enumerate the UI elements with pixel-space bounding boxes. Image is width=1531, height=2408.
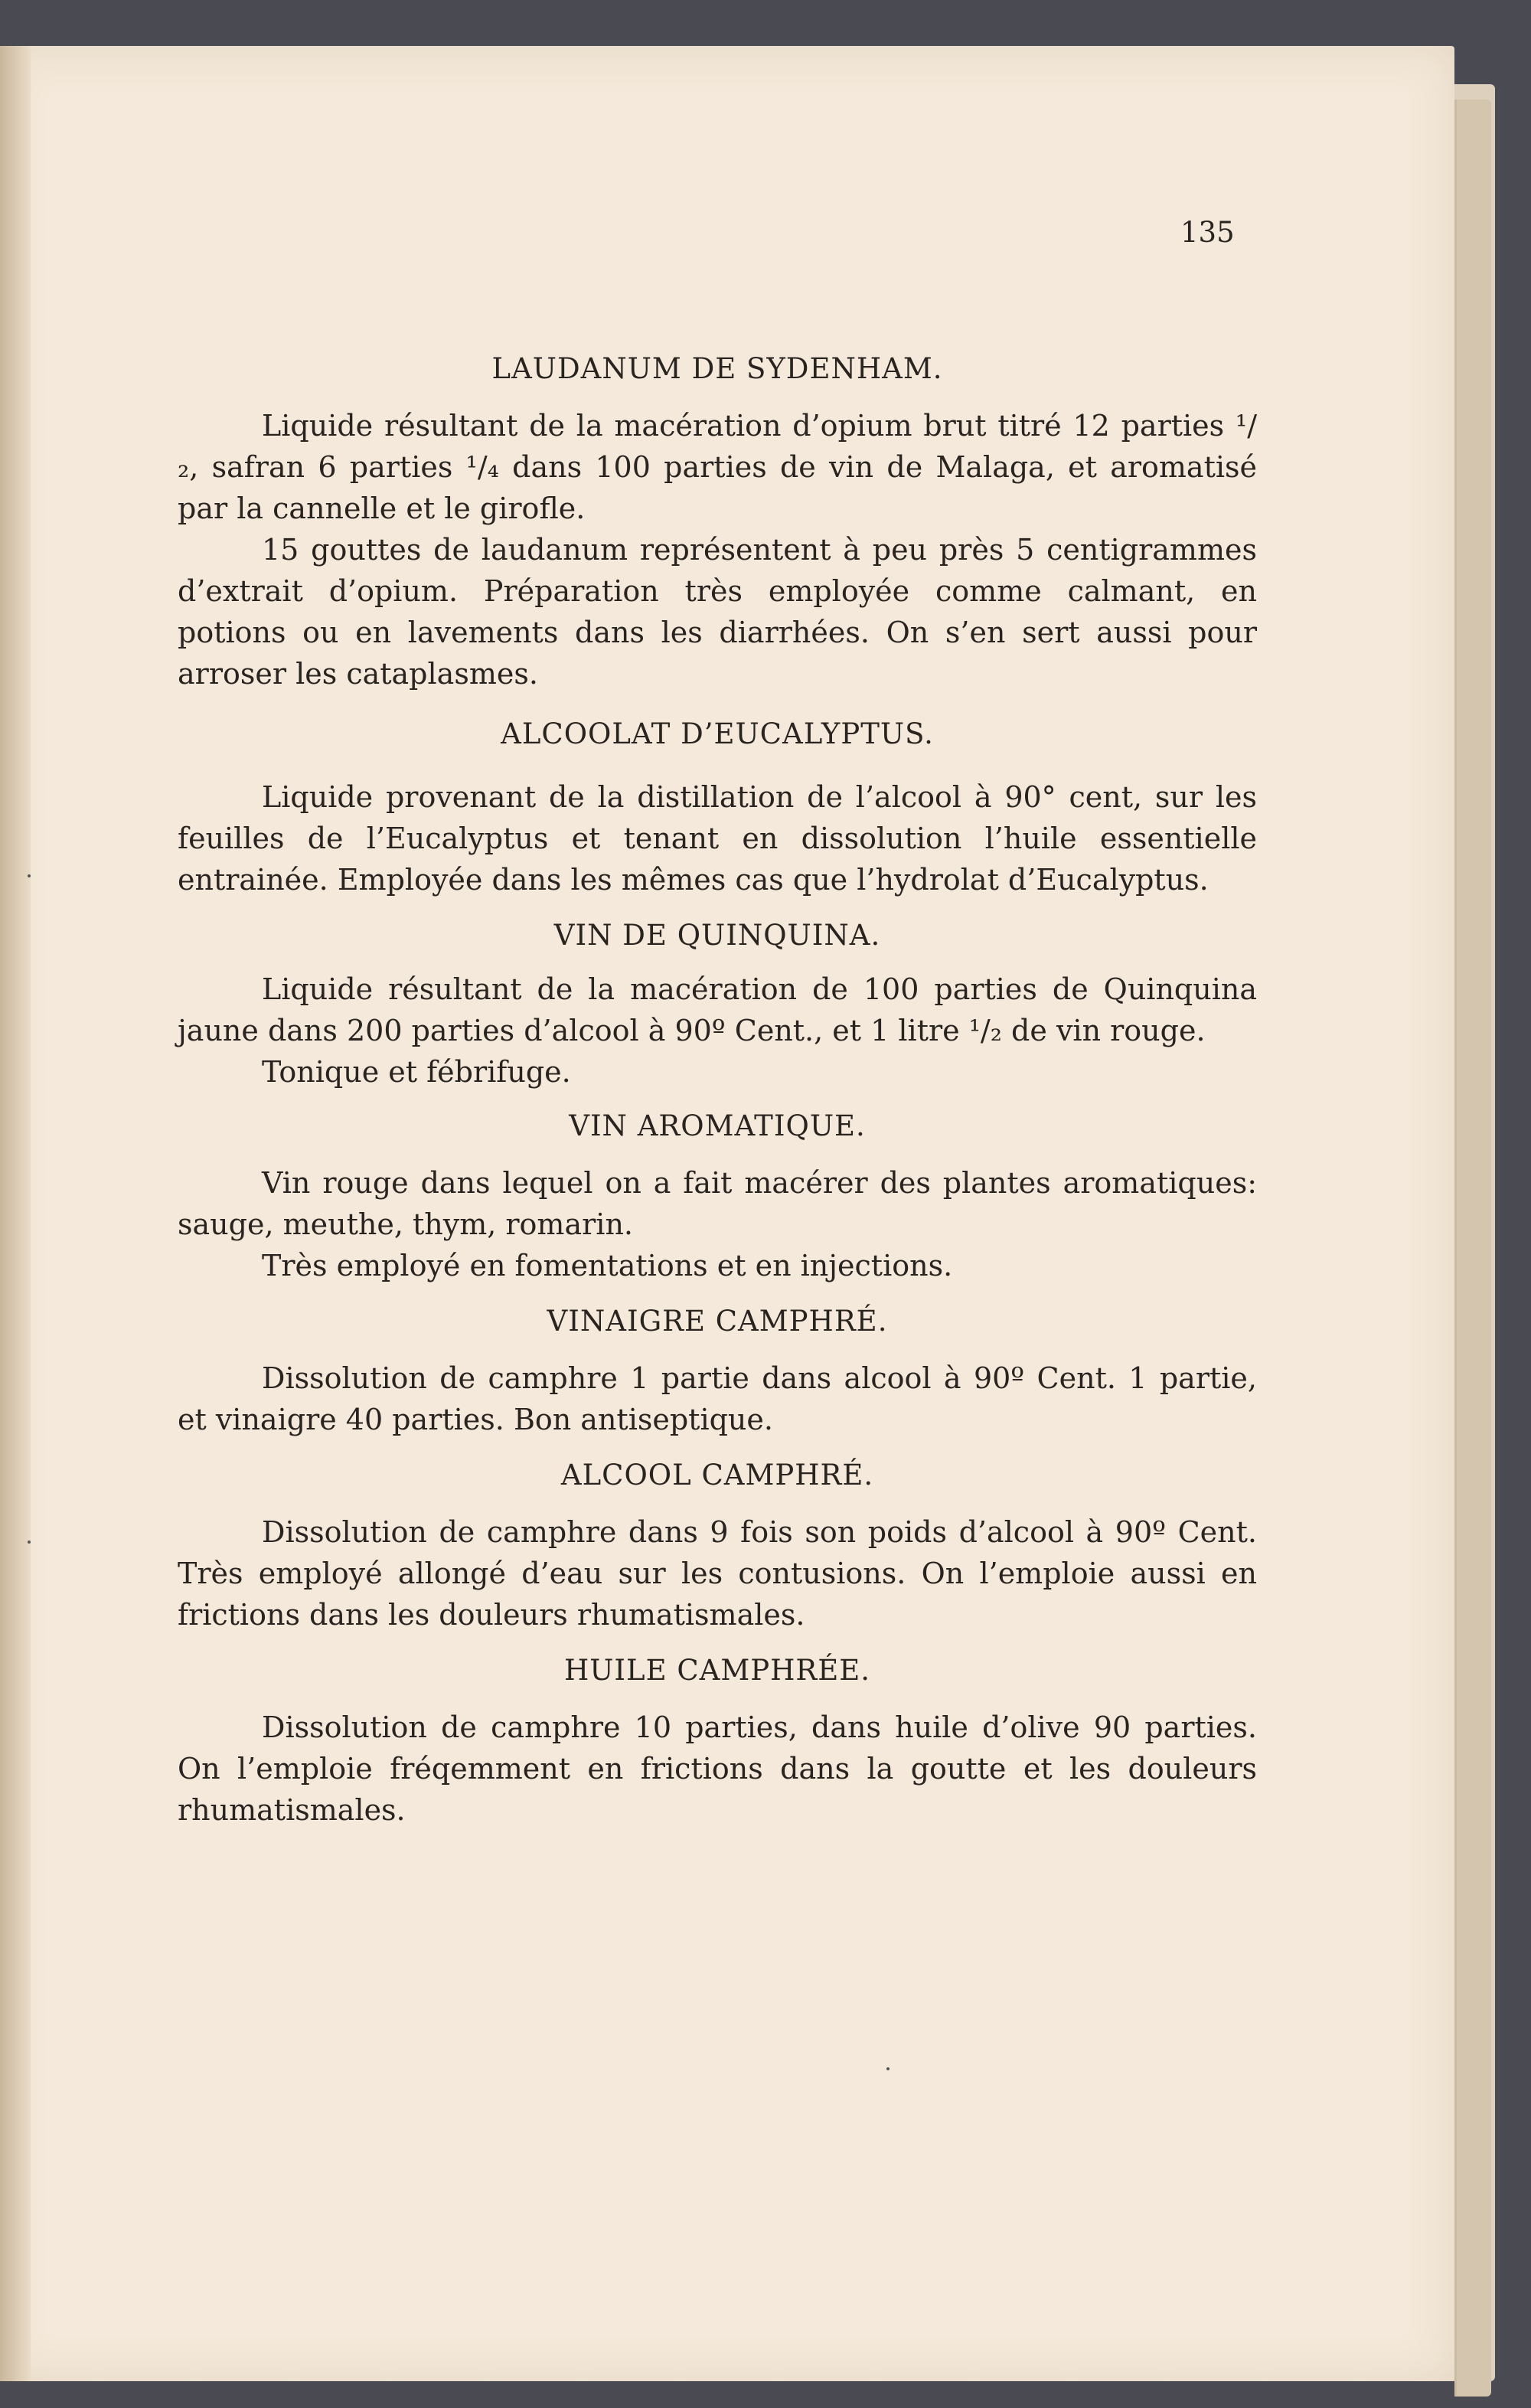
- paragraph: 15 gouttes de laudanum représentent à peu près 5 centigrammes d’extrait d’opium. Préparation très employée comme calmant, en potions ou en lavements dans les diarrhées. On s’en sert aussi pour arroser les cataplasmes.: [178, 533, 1257, 691]
- ink-speck: [886, 2067, 890, 2070]
- paragraph: Liquide provenant de la distillation de l’alcool à 90° cent, sur les feuilles de l’Eucalyptus et tenant en dissolution l’huile essentielle entrainée. Employée dans les mêmes cas que l’hydrolat d’Eucalyptus.: [178, 780, 1257, 897]
- paragraph: Très employé en fomentations et en injections.: [262, 1249, 953, 1282]
- section-vinaigre-camphre: [178, 1305, 1257, 1440]
- paragraph: Vin rouge dans lequel on a fait macérer des plantes aromatiques: sauge, meuthe, thym, romarin.: [178, 1166, 1257, 1241]
- binding-gutter: [0, 46, 31, 2381]
- paragraph: Dissolution de camphre 10 parties, dans huile d’olive 90 parties. On l’emploie fréqemment en frictions dans la goutte et les douleurs rhumatismales.: [178, 1710, 1257, 1827]
- section-title: VIN AROMATIQUE.: [569, 1109, 866, 1142]
- paragraph: Dissolution de camphre dans 9 fois son poids d’alcool à 90º Cent. Très employé allongé d’eau sur les contusions. On l’emploie aussi en frictions dans les douleurs rhumatismales.: [178, 1515, 1257, 1632]
- next-page-edge-inner: [1454, 100, 1491, 2397]
- section-alcoolat-eucalyptus: [178, 717, 1257, 900]
- margin-mark: [28, 874, 31, 877]
- margin-mark: [28, 1541, 31, 1544]
- section-title: LAUDANUM DE SYDENHAM.: [491, 352, 943, 385]
- page-number: 135: [1180, 216, 1235, 249]
- section-vin-aromatique: [178, 1109, 1257, 1286]
- section-vin-quinquina: [178, 919, 1257, 1093]
- section-laudanum: [178, 352, 1257, 694]
- section-title: VINAIGRE CAMPHRÉ.: [547, 1305, 888, 1338]
- section-title: ALCOOLAT D’EUCALYPTUS.: [501, 717, 934, 750]
- paragraph: Liquide résultant de la macération de 100 parties de Quinquina jaune dans 200 parties d’alcool à 90º Cent., et 1 litre ¹/₂ de vin rouge.: [178, 972, 1257, 1047]
- paragraph: Dissolution de camphre 1 partie dans alcool à 90º Cent. 1 partie, et vinaigre 40 parties. Bon antiseptique.: [178, 1361, 1257, 1436]
- paragraph: Tonique et fébrifuge.: [262, 1055, 571, 1089]
- paragraph: Liquide résultant de la macération d’opium brut titré 12 parties ¹/₂, safran 6 parties ¹/₄ dans 100 parties de vin de Malaga, et aromatisé par la cannelle et le girofle.: [178, 409, 1257, 525]
- page-body: [178, 207, 1257, 1831]
- section-title: HUILE CAMPHRÉE.: [563, 1654, 871, 1687]
- section-huile-camphree: [178, 1654, 1257, 1831]
- section-alcool-camphre: [178, 1459, 1257, 1635]
- section-title: ALCOOL CAMPHRÉ.: [560, 1459, 874, 1492]
- section-title: VIN DE QUINQUINA.: [553, 919, 881, 952]
